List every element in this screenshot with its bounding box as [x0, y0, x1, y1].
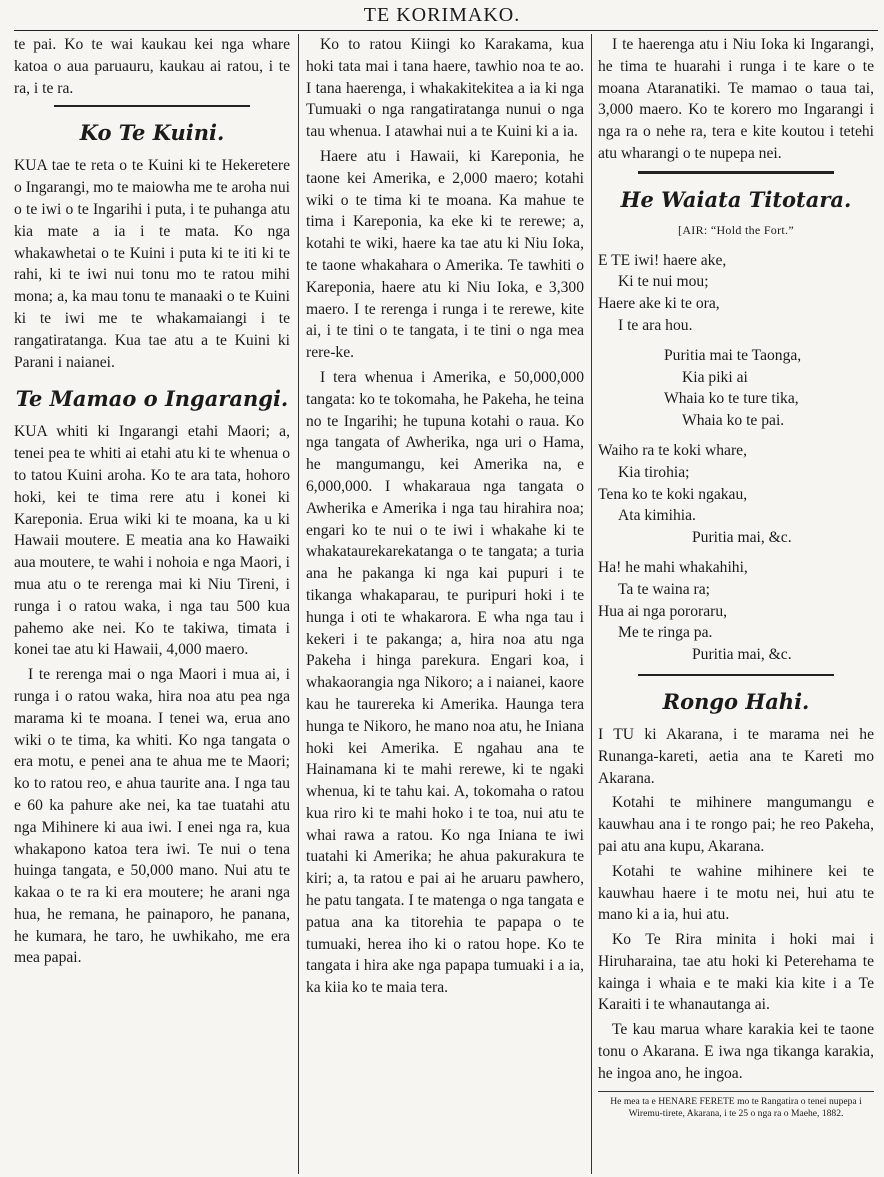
paragraph: I te haerenga atu i Niu Ioka ki Ingarangi, he tima te huarahi i runga i te kare o te moana Ataranatiki. Te mamao o taua tai, 3,000 maero. Ko te korero mo Ingarangi i nga ra o nehe ra, tera e kite koutou i tetehi atu wharangi o te nupepa nei.	[598, 36, 874, 162]
poem-line: Ha! he mahi whakahihi,	[598, 558, 748, 576]
masthead-title: TE KORIMAKO.	[363, 4, 521, 26]
column-divider	[298, 34, 299, 1174]
heading-te-mamao-o-ingarangi: Te Mamao o Ingarangi.	[15, 386, 289, 412]
poem-line: Haere ake ki te ora,	[598, 295, 720, 313]
section-rule	[54, 105, 250, 107]
heading-he-waiata-titotara: He Waiata Titotara.	[620, 186, 852, 212]
poem-stanza	[598, 440, 874, 549]
paragraph: Ko Te Rira minita i hoki mai i Hiruharaina, tae atu hoki ki Peterehama te kainga i whaia e te maki kia kite i a Te Karaiti i te whanautanga ai.	[598, 931, 874, 1014]
heading-ko-te-kuini: Ko Te Kuini.	[79, 120, 225, 146]
paragraph: I tera whenua i Amerika, e 50,000,000 tangata: ko te tokomaha, he Pakeha, he teina no te Ingarihi; he tupuna kotahi o raua. Ko nga tangata of Awherika, nga uri o Hama, he mangumangu, kei Amerika na, e 6,000,000. I whakaraua nga tangata o Awherika e Amerika i nga tau hirahira noa; engari ko te nui o te iwi i whakahe ki te whakataurekarekatanga o te tangata; a turia ana he pakanga ki nga kai pupuri i te tikanga whakaparau, te puripuri hoki i te hunga i oti te whakarora. E wha nga tau i kekeri i te pakanga; a, hira noa atu nga Pakeha i hinga parekura. Engari koa, i whakaorangia nga Nikoro; a i naianei, kaore kau he taurereka ki Amerika. Haunga tera hunga te Nikoro, he mano noa atu, he Iniana hoki kei Amerika. E ngahau ana te Hainamana ki te mahi rerewe, ki te ngaki whenua, ki te tahu kai. A, tokomaha o ratou kua riro ki te mahi hoko i te toa, nui atu te whai rawa a ratou. Ko nga Iniana te iwi tuatahi ki Amerika; he ahua pakurakura te kiri; a, ta ratou e pai ai he aruaru pawhero, he patu tangata. I te matenga o nga tangata e patua ana ka titorehia te papapa o te tumuaki, herea iho ki o ratou hope. Ko te tangata i hira ake nga papapa tumuaki i a ia, ka kiia ko te maia tera.	[306, 368, 584, 997]
poem-line: Hua ai nga pororaru,	[598, 602, 728, 620]
poem-stanza	[598, 557, 874, 666]
poem-line: Ta te waina ra;	[618, 580, 710, 598]
poem-line: Whaia ko te ture tika,	[664, 390, 799, 408]
poem-line: Kia tirohia;	[618, 463, 690, 481]
poem-chorus	[598, 345, 874, 432]
column-3	[598, 34, 874, 1174]
printer-imprint: He mea ta e HENARE FERETE mo te Rangatira o tenei nupepa i Wiremu-tirete, Akarana, i te 25 o nga ra o Maehe, 1882.	[598, 1091, 874, 1120]
paragraph: Kotahi te mihinere mangumangu e kauwhau ana i te rongo pai; he reo Pakeha, pai atu ana kupu, Akarana.	[598, 794, 874, 855]
column-1	[14, 34, 290, 1174]
poem-line: Whaia ko te pai.	[682, 412, 785, 430]
paragraph: KUA tae te reta o te Kuini ki te Hekeretere o Ingarangi, mo te maiowha me te aroha nui o te iwi o te Ingarihi i puta, i te puhanga atu kia mate a ia i te mata. Ko nga whakawhetai o te Kuini i puta ki te iti ki te rahi, ki te iwi nui tonu mo te ratou mihi mona; a, ka mau tonu te manaaki o te Kuini ki te iwi me te whakamaiangi i te rangatiratanga. Kua tae atu a te Kuini ki Parani i naianei.	[14, 157, 290, 371]
heading-rongo-hahi: Rongo Hahi.	[662, 688, 810, 714]
column-2	[306, 34, 584, 1174]
song-air-note: [AIR: “Hold the Fort.”	[678, 222, 794, 237]
paragraph: Haere atu i Hawaii, ki Kareponia, he taone kei Amerika, e 2,000 maero; kotahi wiki o te tima ki te moana. Ka mahue te tima i Kareponia, ka eke ki te rerewe; a, kotahi te wiki, haere ka tae atu ki Niu Ioka, te taone whakahara o Amerika. Te tawhiti o Kareponia, haere atu ki Niu Ioka, e 3,300 maero. I te rerenga i runga i te rerewe, kite ai, i te tini o te tangata, i te tini o nga mea rere-ke.	[306, 147, 584, 362]
paragraph: I te rerenga mai o nga Maori i mua ai, i runga i o ratou waka, hira noa atu pea nga marama ki te moana. I tenei wa, erua ano wiki o te tima, ka whiti. Ko nga tangata o era motu, e penei ana te ahua me te Maori; ko to ratou reo, e ahua taurite ana. I nga tau e 60 ka pahure ake nei, ka tae tuatahi atu nga Mihinere ki aua iwi. I enei nga ra, kua whakapono katoa tera iwi. Te nui o tena huinga tangata, e 50,000 mano. Nui atu te kakaa o te ra ki era moutere; he arani nga hua, he remana, he painaporo, he panana, he kumara, he taro, he uwhikaho, me era mea papai.	[14, 666, 290, 967]
paragraph: KUA whiti ki Ingarangi etahi Maori; a, tenei pea te whiti ai etahi atu ki te whenua o to tatou Kuini aroha. Ko te ara tata, hohoro hoki, kei te tima rere atu i konei ki Kareponia. Erua wiki ki te moana, ka u ki Hawaii moutere. E meatia ana ko Hawaiki aua moutere, te wahi i nohoia e nga Maori, i mua atu o te rerenga mai ki Niu Tireni, i runga i o ratou waka, i nga tau 500 kua pahemo ake nei. Ko te takiwa, timata i konei tae atu ki Hawaii, 4,000 maero.	[14, 423, 290, 659]
poem-line: I te ara hou.	[618, 316, 693, 334]
column-divider	[591, 34, 592, 1174]
masthead-rule	[14, 30, 878, 31]
poem-refrain: Puritia mai, &c.	[692, 646, 792, 664]
paragraph: Ko to ratou Kiingi ko Karakama, kua hoki tata mai i tana haere, tawhio noa te ao. I tana haerenga, i whakakitekitea a ia ki nga Tumuaki o nga rangatiratanga nunui o nga tau whenua. I atawhai nui a te Kuini ki a ia.	[306, 36, 584, 141]
poem-line: Waiho ra te koki whare,	[598, 441, 747, 459]
poem-line: Puritia mai te Taonga,	[664, 346, 802, 364]
paragraph: I TU ki Akarana, i te marama nei he Runanga-kareti, aetia ana te Kareti mo Akarana.	[598, 725, 874, 787]
poem-line: Tena ko te koki ngakau,	[598, 485, 748, 503]
poem-line: Kia piki ai	[682, 368, 748, 386]
section-rule	[638, 674, 834, 676]
paragraph: Kotahi te wahine mihinere kei te kauwhau haere i te motu nei, hui atu te mano ki a ia, hui atu.	[598, 862, 874, 924]
poem-line: E TE iwi! haere ake,	[598, 251, 727, 269]
poem-line: Ata kimihia.	[618, 507, 696, 525]
poem-line: Me te ringa pa.	[618, 624, 713, 642]
poem-line: Ki te nui mou;	[618, 273, 709, 291]
paragraph: Te kau marua whare karakia kei te taone tonu o Akarana. E iwa nga tikanga karakia, he ingoa ano, he ingoa.	[598, 1021, 874, 1082]
paragraph: te pai. Ko te wai kaukau kei nga whare katoa o aua paruauru, kaukau ai ratou, i te ra, i te ra.	[14, 36, 290, 97]
poem-refrain: Puritia mai, &c.	[692, 529, 792, 547]
section-rule	[638, 171, 834, 174]
poem-stanza	[598, 250, 874, 337]
